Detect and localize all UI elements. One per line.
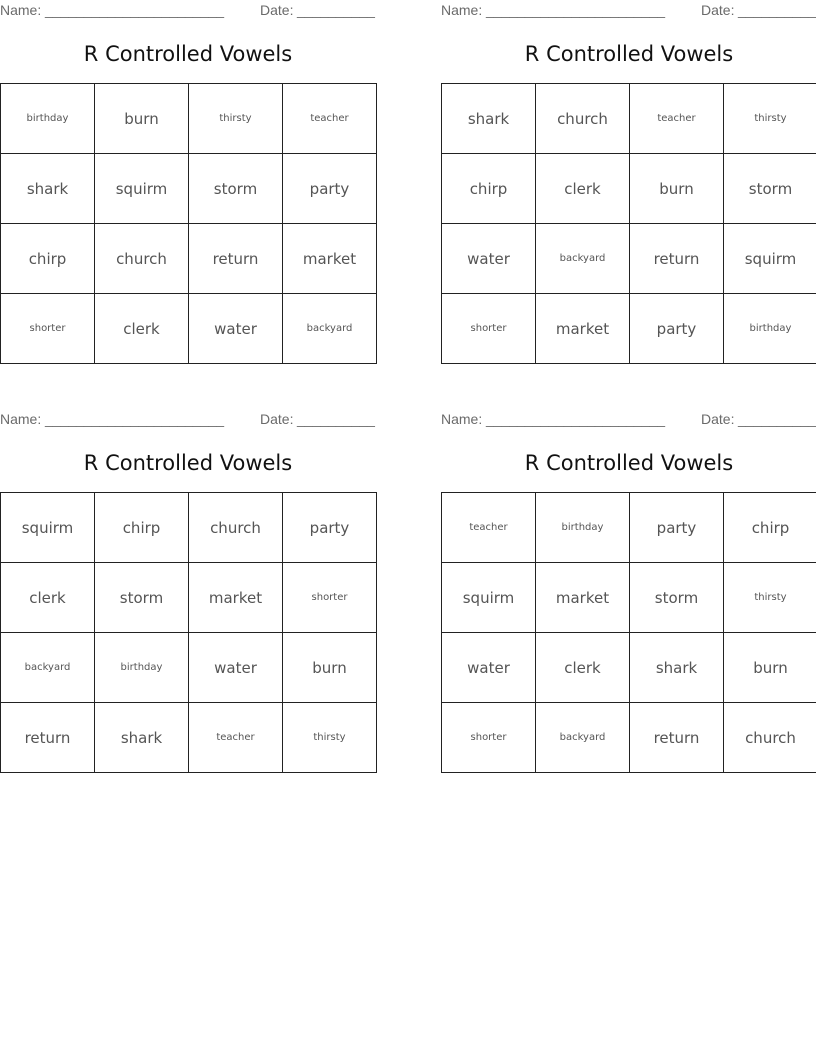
grid-cell: shorter <box>1 294 95 364</box>
grid-cell: thirsty <box>724 84 816 154</box>
grid-cell: thirsty <box>724 563 816 633</box>
grid-cell: teacher <box>630 84 724 154</box>
grid-cell: party <box>630 493 724 563</box>
date-label: Date: <box>260 2 294 18</box>
date-blank: __________ <box>297 411 375 427</box>
grid-cell: teacher <box>283 84 377 154</box>
grid-cell: return <box>630 703 724 773</box>
name-blank: _______________________ <box>486 411 666 427</box>
grid-row <box>1 493 377 563</box>
grid-row <box>1 224 377 294</box>
date-blank: __________ <box>738 2 816 18</box>
grid-cell: chirp <box>1 224 95 294</box>
card-title: R Controlled Vowels <box>524 451 734 475</box>
grid-cell: market <box>189 563 283 633</box>
header-line <box>0 2 376 20</box>
grid-cell: market <box>283 224 377 294</box>
grid-row <box>1 563 377 633</box>
grid-cell: shark <box>630 633 724 703</box>
grid-row <box>1 84 377 154</box>
grid-cell: market <box>536 294 630 364</box>
grid-cell: shorter <box>442 703 536 773</box>
header-line <box>0 411 376 429</box>
grid-row <box>1 633 377 703</box>
grid-cell: clerk <box>95 294 189 364</box>
grid-cell: chirp <box>724 493 816 563</box>
grid-cell: water <box>189 633 283 703</box>
name-blank: _______________________ <box>45 2 225 18</box>
grid-cell: shark <box>442 84 536 154</box>
grid-cell: backyard <box>536 224 630 294</box>
grid-cell: return <box>630 224 724 294</box>
date-label: Date: <box>701 411 735 427</box>
bingo-grid <box>0 83 377 364</box>
date-blank: __________ <box>738 411 816 427</box>
grid-cell: squirm <box>1 493 95 563</box>
bingo-grid <box>441 83 816 364</box>
grid-cell: church <box>95 224 189 294</box>
grid-cell: teacher <box>189 703 283 773</box>
grid-cell: shorter <box>283 563 377 633</box>
grid-cell: chirp <box>442 154 536 224</box>
grid-cell: thirsty <box>283 703 377 773</box>
grid-cell: squirm <box>95 154 189 224</box>
grid-cell: storm <box>724 154 816 224</box>
grid-cell: birthday <box>724 294 816 364</box>
grid-cell: thirsty <box>189 84 283 154</box>
grid-cell: burn <box>630 154 724 224</box>
grid-row <box>442 84 816 154</box>
grid-row <box>442 493 816 563</box>
grid-row <box>442 294 816 364</box>
grid-cell: clerk <box>1 563 95 633</box>
grid-row <box>442 154 816 224</box>
date-label: Date: <box>260 411 294 427</box>
date-blank: __________ <box>297 2 375 18</box>
header-line <box>441 2 816 20</box>
grid-cell: squirm <box>442 563 536 633</box>
grid-cell: party <box>283 154 377 224</box>
grid-cell: chirp <box>95 493 189 563</box>
grid-cell: clerk <box>536 633 630 703</box>
grid-cell: storm <box>630 563 724 633</box>
name-label: Name: <box>441 411 483 427</box>
grid-cell: church <box>724 703 816 773</box>
bingo-card-3 <box>0 409 376 774</box>
grid-row <box>1 703 377 773</box>
grid-cell: return <box>1 703 95 773</box>
grid-cell: birthday <box>1 84 95 154</box>
bingo-card-1 <box>0 0 376 365</box>
grid-row <box>442 703 816 773</box>
grid-row <box>442 224 816 294</box>
bingo-card-4 <box>441 409 816 774</box>
date-label: Date: <box>701 2 735 18</box>
grid-cell: birthday <box>95 633 189 703</box>
bingo-card-2 <box>441 0 816 365</box>
grid-cell: shark <box>95 703 189 773</box>
grid-row <box>1 154 377 224</box>
name-blank: _______________________ <box>486 2 666 18</box>
name-blank: _______________________ <box>45 411 225 427</box>
grid-cell: backyard <box>283 294 377 364</box>
grid-cell: return <box>189 224 283 294</box>
grid-cell: water <box>189 294 283 364</box>
grid-cell: burn <box>724 633 816 703</box>
grid-cell: backyard <box>1 633 95 703</box>
card-title: R Controlled Vowels <box>83 42 293 66</box>
name-label: Name: <box>441 2 483 18</box>
bingo-grid <box>441 492 816 773</box>
grid-cell: backyard <box>536 703 630 773</box>
grid-row <box>442 633 816 703</box>
grid-cell: storm <box>189 154 283 224</box>
grid-cell: squirm <box>724 224 816 294</box>
grid-cell: burn <box>95 84 189 154</box>
grid-cell: market <box>536 563 630 633</box>
grid-cell: party <box>283 493 377 563</box>
grid-row <box>1 294 377 364</box>
name-label: Name: <box>0 2 42 18</box>
grid-row <box>442 563 816 633</box>
grid-cell: water <box>442 633 536 703</box>
grid-cell: shark <box>1 154 95 224</box>
card-title: R Controlled Vowels <box>524 42 734 66</box>
grid-cell: party <box>630 294 724 364</box>
grid-cell: shorter <box>442 294 536 364</box>
grid-cell: church <box>189 493 283 563</box>
grid-cell: clerk <box>536 154 630 224</box>
name-label: Name: <box>0 411 42 427</box>
grid-cell: water <box>442 224 536 294</box>
grid-cell: burn <box>283 633 377 703</box>
header-line <box>441 411 816 429</box>
bingo-grid <box>0 492 377 773</box>
grid-cell: birthday <box>536 493 630 563</box>
grid-cell: church <box>536 84 630 154</box>
grid-cell: storm <box>95 563 189 633</box>
grid-cell: teacher <box>442 493 536 563</box>
card-title: R Controlled Vowels <box>83 451 293 475</box>
